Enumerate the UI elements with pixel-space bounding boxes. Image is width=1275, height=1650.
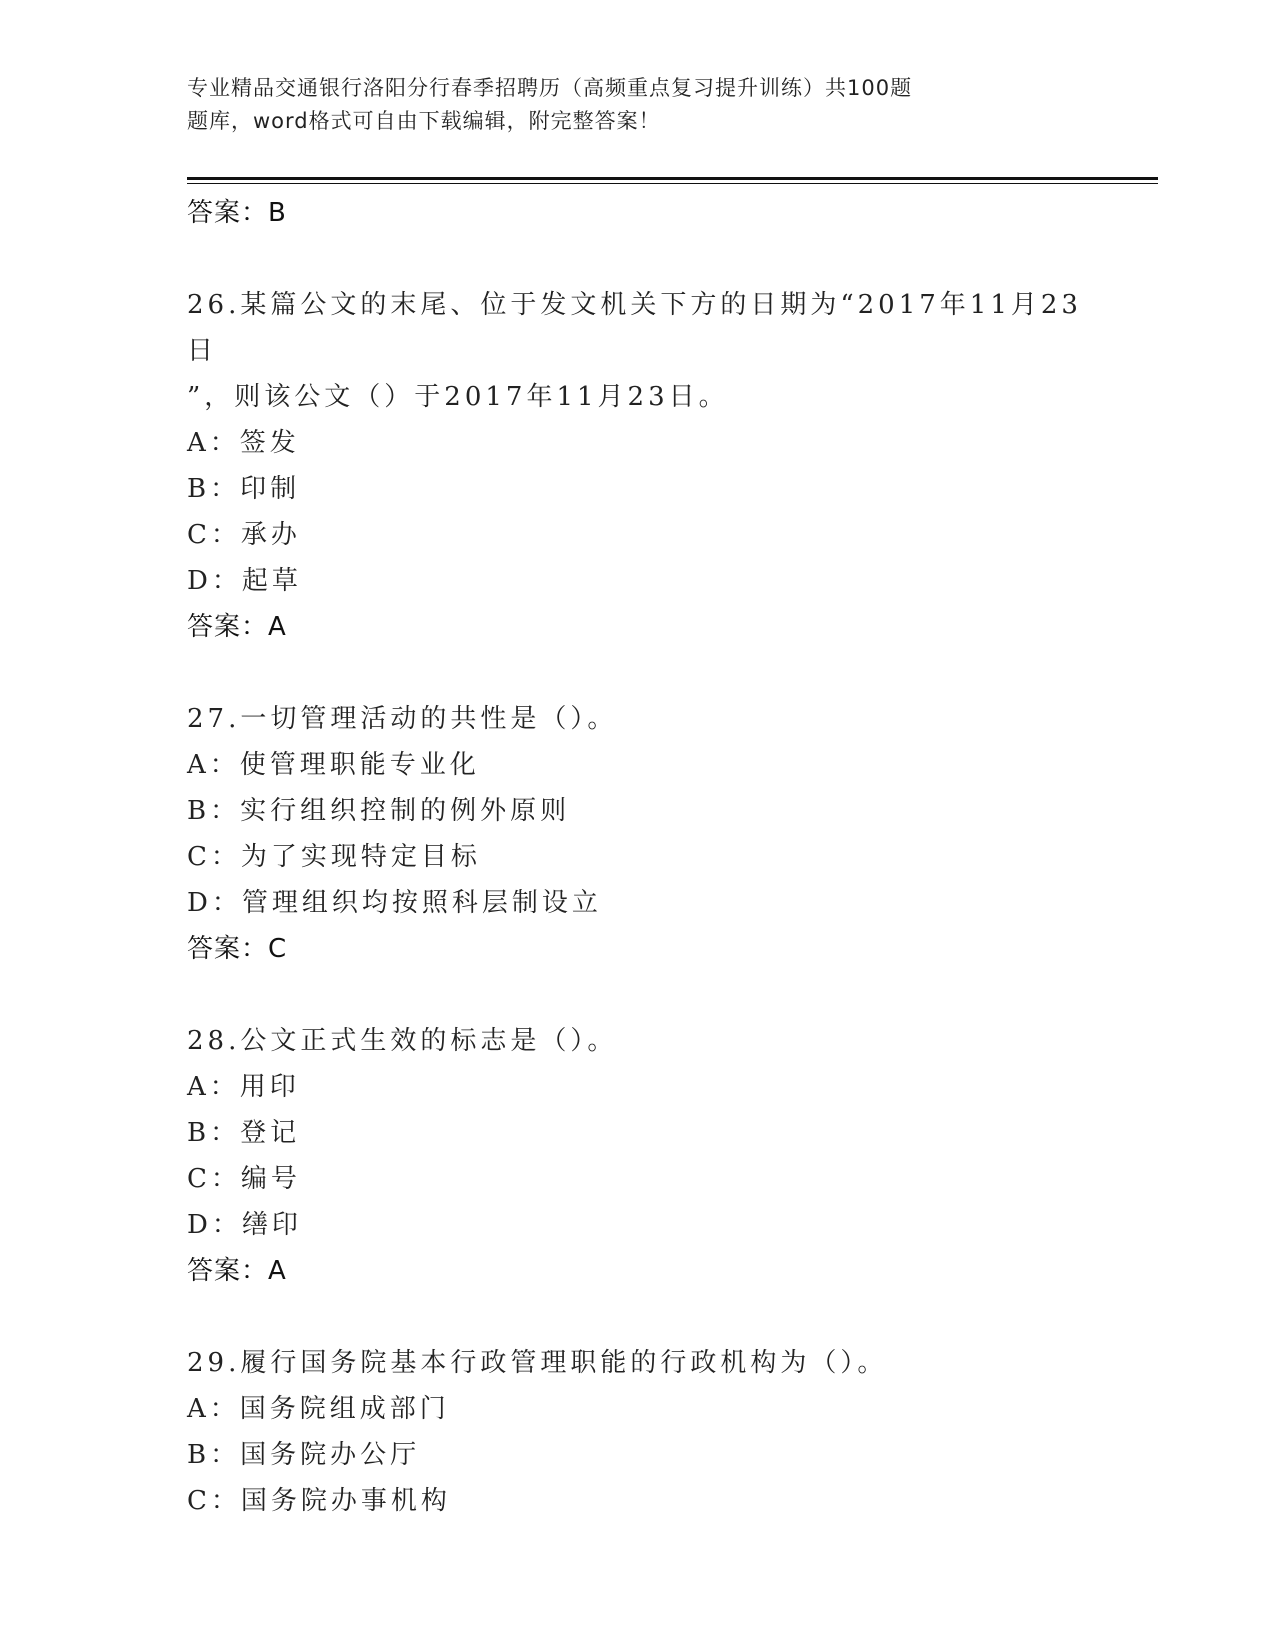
document-header xyxy=(187,72,1017,138)
document-body xyxy=(187,190,1087,1524)
answer-line: 答案：B xyxy=(187,198,287,228)
question-stem-line: 27.一切管理活动的共性是（）。 xyxy=(187,704,618,734)
answer-line: 答案：A xyxy=(187,1256,287,1286)
question-27 xyxy=(187,696,1087,972)
option-c: C：为了实现特定目标 xyxy=(187,842,481,872)
question-stem-line: 28.公文正式生效的标志是（）。 xyxy=(187,1026,618,1056)
header-line-2: 题库，word格式可自由下载编辑，附完整答案！ xyxy=(187,109,661,133)
spacer xyxy=(187,650,1087,696)
option-b: B：登记 xyxy=(187,1118,301,1148)
option-c: C：国务院办事机构 xyxy=(187,1486,451,1516)
option-d: D：起草 xyxy=(187,566,302,596)
answer-line: 答案：A xyxy=(187,612,287,642)
question-stem-line: 29.履行国务院基本行政管理职能的行政机构为（）。 xyxy=(187,1348,888,1378)
option-b: B：国务院办公厅 xyxy=(187,1440,421,1470)
option-d: D：管理组织均按照科层制设立 xyxy=(187,888,602,918)
header-rule-thin xyxy=(187,183,1158,184)
question-28 xyxy=(187,1018,1087,1294)
spacer xyxy=(187,1294,1087,1340)
question-stem-line: 26.某篇公文的末尾、位于发文机关下方的日期为“2017年11月23日 xyxy=(187,290,1082,366)
option-c: C：编号 xyxy=(187,1164,301,1194)
option-a: A：签发 xyxy=(187,428,300,458)
question-26 xyxy=(187,282,1087,650)
spacer xyxy=(187,972,1087,1018)
option-b: B：印制 xyxy=(187,474,301,504)
header-rule-thick xyxy=(187,177,1158,180)
option-a: A：用印 xyxy=(187,1072,300,1102)
question-29 xyxy=(187,1340,1087,1524)
spacer xyxy=(187,236,1087,282)
question-stem-line: ”，则该公文（）于2017年11月23日。 xyxy=(187,382,729,412)
option-a: A：使管理职能专业化 xyxy=(187,750,480,780)
answer-line: 答案：C xyxy=(187,934,288,964)
option-d: D：缮印 xyxy=(187,1210,302,1240)
header-line-1: 专业精品交通银行洛阳分行春季招聘历（高频重点复习提升训练）共100题 xyxy=(187,76,913,100)
option-a: A：国务院组成部门 xyxy=(187,1394,450,1424)
option-c: C：承办 xyxy=(187,520,301,550)
option-b: B：实行组织控制的例外原则 xyxy=(187,796,571,826)
